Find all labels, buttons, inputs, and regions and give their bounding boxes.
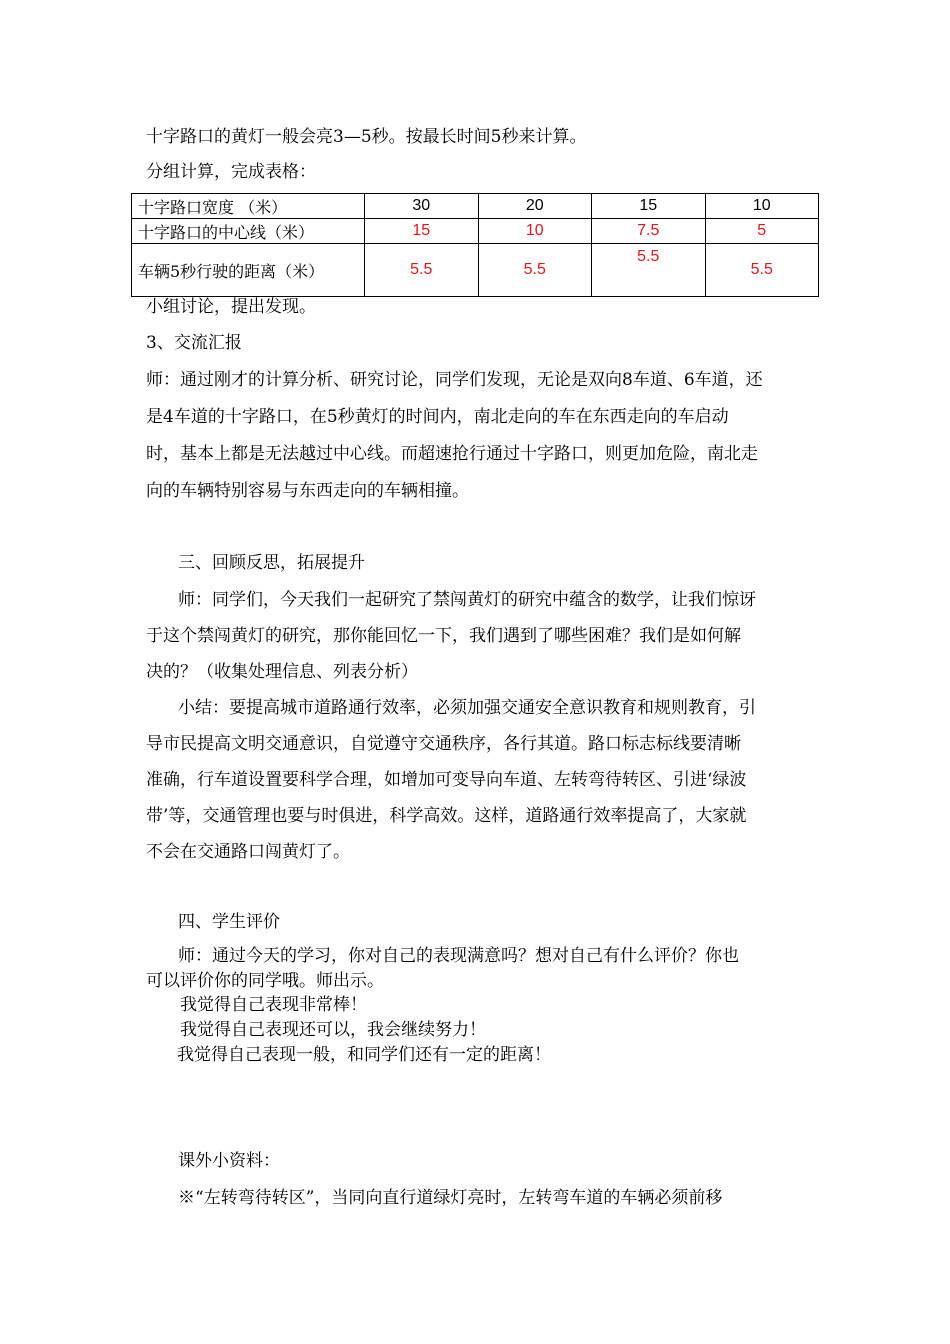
table-row bbox=[132, 219, 819, 244]
evaluation-heading: 四、学生评价 bbox=[178, 912, 280, 932]
table-cell: 7.5 bbox=[592, 219, 706, 244]
table-cell: 5.5 bbox=[365, 244, 479, 297]
evaluation-para-line: 师：通过今天的学习，你对自己的表现满意吗？想对自己有什么评价？你也 bbox=[178, 946, 739, 966]
section3-para-line: 时，基本上都是无法越过中心线。而超速抢行通过十字路口，则更加危险，南北走 bbox=[146, 444, 758, 464]
extra-heading: 课外小资料： bbox=[178, 1151, 280, 1171]
review-heading: 三、回顾反思，拓展提升 bbox=[178, 553, 365, 573]
review-para2-line: 带’等，交通管理也要与时俱进，科学高效。这样，道路通行效率提高了，大家就 bbox=[146, 806, 747, 826]
table-cell: 5.5 bbox=[705, 244, 819, 297]
extra-line: ※“左转弯待转区”，当同向直行道绿灯亮时，左转弯车道的车辆必须前移 bbox=[178, 1188, 723, 1208]
table-cell: 5 bbox=[705, 219, 819, 244]
section3-para-line: 师：通过刚才的计算分析、研究讨论，同学们发现，无论是双向8车道、6车道，还 bbox=[146, 370, 763, 390]
intro-line-2: 分组计算，完成表格： bbox=[146, 162, 316, 182]
table-row bbox=[132, 194, 819, 219]
review-para1-line: 于这个禁闯黄灯的研究，那你能回忆一下，我们遇到了哪些困难？我们是如何解 bbox=[146, 626, 741, 646]
review-para2-line: 不会在交通路口闯黄灯了。 bbox=[146, 842, 350, 862]
table-cell: 30 bbox=[365, 194, 479, 219]
review-para1-line: 决的？（收集处理信息、列表分析） bbox=[146, 662, 418, 682]
evaluation-option: 我觉得自己表现还可以，我会继续努力！ bbox=[180, 1020, 486, 1040]
section3-para-line: 是4车道的十字路口，在5秒黄灯的时间内，南北走向的车在东西走向的车启动 bbox=[146, 407, 729, 427]
row-label: 十字路口的中心线（米） bbox=[132, 219, 365, 244]
table-cell: 10 bbox=[705, 194, 819, 219]
evaluation-para-line: 可以评价你的同学哦。师出示。 bbox=[146, 971, 384, 991]
section3-para-line: 向的车辆特别容易与东西走向的车辆相撞。 bbox=[146, 481, 469, 501]
calculation-table bbox=[131, 193, 819, 297]
review-para2-line: 准确，行车道设置要科学合理，如增加可变导向车道、左转弯待转区、引进‘绿波 bbox=[146, 770, 747, 790]
row-label: 十字路口宽度 （米） bbox=[132, 194, 365, 219]
table-cell: 10 bbox=[478, 219, 592, 244]
evaluation-option: 我觉得自己表现非常棒！ bbox=[180, 995, 367, 1015]
review-para2-line: 小结：要提高城市道路通行效率，必须加强交通安全意识教育和规则教育，引 bbox=[178, 698, 756, 718]
table-cell: 20 bbox=[478, 194, 592, 219]
row-label: 车辆5秒行驶的距离（米） bbox=[132, 244, 365, 297]
table-cell: 15 bbox=[365, 219, 479, 244]
review-para2-line: 导市民提高文明交通意识，自觉遵守交通秩序，各行其道。路口标志标线要清晰 bbox=[146, 734, 741, 754]
review-para1-line: 师：同学们，今天我们一起研究了禁闯黄灯的研究中蕴含的数学，让我们惊讶 bbox=[178, 590, 756, 610]
discussion-line: 小组讨论，提出发现。 bbox=[146, 297, 316, 317]
section3-heading: 3、交流汇报 bbox=[146, 333, 242, 353]
intro-line-1: 十字路口的黄灯一般会亮3—5秒。按最长时间5秒来计算。 bbox=[146, 127, 587, 147]
table-cell: 5.5 bbox=[478, 244, 592, 297]
evaluation-option: 我觉得自己表现一般，和同学们还有一定的距离！ bbox=[177, 1045, 551, 1065]
table-cell: 5.5 bbox=[592, 244, 706, 297]
table-cell: 15 bbox=[592, 194, 706, 219]
table-row bbox=[132, 244, 819, 297]
